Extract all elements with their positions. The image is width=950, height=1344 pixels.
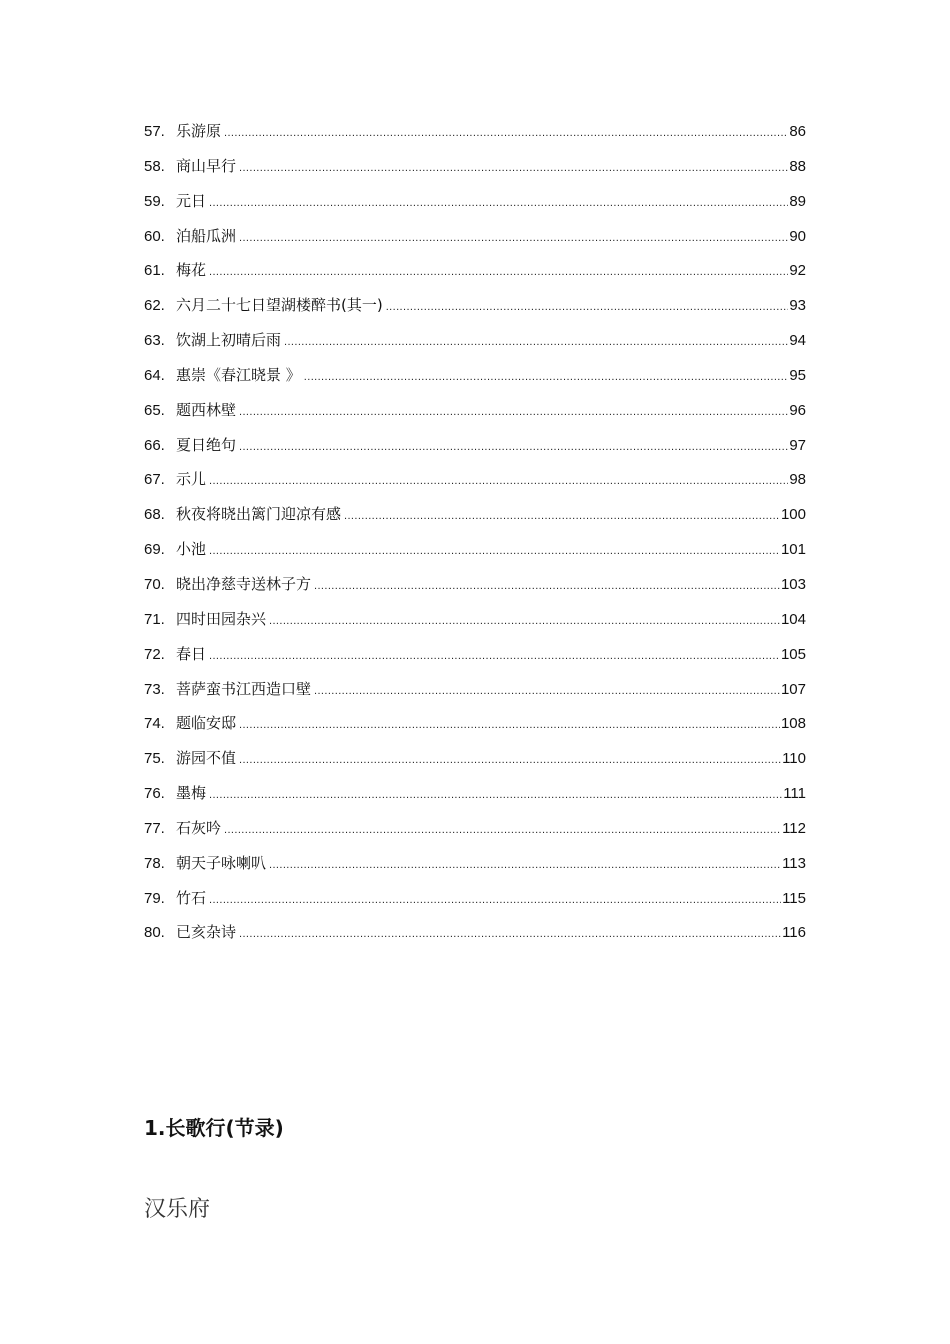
toc-entry[interactable] [144,428,806,463]
toc-entry[interactable] [144,219,806,254]
toc-entry-page: 111 [783,785,806,803]
toc-entry[interactable] [144,637,806,672]
toc-entry-title: 石灰吟 [176,818,222,837]
toc-entry-number: 62. [144,297,165,315]
toc-entry[interactable] [144,672,806,707]
toc-entry-number: 78. [144,854,165,872]
toc-dot-leader [239,917,781,952]
toc-dot-leader [304,360,789,395]
toc-entry-title: 四时田园杂兴 [176,609,267,628]
toc-entry[interactable] [144,532,806,567]
toc-entry-number: 61. [144,262,165,280]
toc-entry-number: 64. [144,366,165,384]
toc-entry-page: 96 [789,401,806,419]
toc-entry[interactable] [144,497,806,532]
toc-entry[interactable] [144,881,806,916]
toc-entry-title: 春日 [176,644,207,663]
toc-entry[interactable] [144,741,806,776]
toc-dot-leader [209,255,788,290]
toc-dot-leader [269,848,781,883]
toc-entry[interactable] [144,846,806,881]
toc-entry-number: 63. [144,332,165,350]
toc-entry-page: 90 [789,227,806,245]
toc-dot-leader [239,221,788,256]
toc-entry-page: 92 [789,262,806,280]
toc-entry-page: 108 [780,715,806,733]
toc-entry-title: 饮湖上初晴后雨 [176,331,282,350]
toc-entry-number: 76. [144,785,165,803]
toc-entry-page: 88 [789,157,806,175]
toc-entry[interactable] [144,149,806,184]
toc-entry[interactable] [144,184,806,219]
toc-dot-leader [239,708,780,743]
toc-dot-leader [209,778,782,813]
toc-entry[interactable] [144,776,806,811]
toc-entry-title: 六月二十七日望湖楼醉书(其一) [176,296,383,315]
toc-entry-page: 104 [780,610,806,628]
toc-entry[interactable] [144,114,806,149]
toc-entry-page: 97 [789,436,806,454]
toc-entry-title: 乐游原 [176,122,222,140]
toc-dot-leader [386,290,789,325]
toc-dot-leader [284,325,788,360]
toc-entry-number: 72. [144,645,165,663]
toc-entry-title: 小池 [176,540,207,559]
toc-entry-title: 游园不值 [176,749,237,768]
toc-dot-leader [209,534,780,569]
toc-entry-page: 101 [780,541,806,559]
toc-entry-title: 夏日绝句 [176,435,237,454]
toc-entry-page: 89 [789,192,806,210]
toc-entry-title: 朝天子咏喇叭 [176,853,267,872]
toc-dot-leader [239,430,788,465]
toc-entry-title: 题西林壁 [176,400,237,419]
toc-entry-title: 竹石 [176,888,207,907]
toc-dot-leader [344,499,780,534]
toc-entry[interactable] [144,706,806,741]
toc-entry-page: 98 [789,471,806,489]
toc-entry-number: 77. [144,819,165,837]
toc-entry-number: 75. [144,750,165,768]
toc-entry-number: 80. [144,924,165,942]
toc-entry-number: 66. [144,436,165,454]
toc-entry-number: 71. [144,610,165,628]
toc-entry-title: 墨梅 [176,784,207,803]
toc-entry-title: 商山早行 [176,156,237,175]
toc-entry-number: 65. [144,401,165,419]
toc-entry-page: 100 [780,506,806,524]
toc-entry-number: 70. [144,575,165,593]
toc-dot-leader [314,569,780,604]
toc-entry-title: 菩萨蛮书江西造口壁 [176,679,312,698]
toc-entry-page: 105 [780,645,806,663]
toc-entry-number: 74. [144,715,165,733]
toc-entry[interactable] [144,602,806,637]
toc-entry-number: 69. [144,541,165,559]
toc-entry-title: 元日 [176,191,207,210]
toc-entry[interactable] [144,811,806,846]
toc-entry-number: 68. [144,506,165,524]
toc-entry-title: 题临安邸 [176,714,237,733]
toc-entry-number: 73. [144,680,165,698]
toc-entry-page: 107 [780,680,806,698]
toc-entry-page: 110 [782,750,806,768]
toc-entry[interactable] [144,915,806,950]
toc-entry-page: 103 [780,575,806,593]
toc-entry-page: 94 [789,332,806,350]
toc-entry-page: 95 [789,366,806,384]
toc-entry-title: 泊船瓜洲 [176,226,237,245]
toc-entry-number: 58. [144,157,165,175]
toc-entry-number: 59. [144,192,165,210]
toc-dot-leader [209,883,781,918]
toc-dot-leader [314,674,780,709]
toc-entry-page: 113 [782,854,806,872]
toc-dot-leader [209,639,780,674]
toc-dot-leader [269,604,780,639]
toc-entry[interactable] [144,358,806,393]
toc-dot-leader [224,813,781,848]
toc-entry[interactable] [144,393,806,428]
toc-entry-page: 115 [782,889,806,907]
toc-entry-number: 67. [144,471,165,489]
toc-entry-title: 示儿 [176,470,207,489]
toc-dot-leader [239,151,788,186]
toc-dot-leader [209,186,788,221]
toc-entry[interactable] [144,567,806,602]
toc-entry-number: 57. [144,123,165,140]
toc-entry-number: 79. [144,889,165,907]
poem-author: 汉乐府 [144,1197,211,1222]
toc-entry[interactable] [144,323,806,358]
section-title: 1.长歌行(节录) [144,1116,284,1140]
toc-entry-page: 93 [789,297,806,315]
toc-entry-title: 晓出净慈寺送林子方 [176,574,312,593]
toc-entry-page: 86 [789,123,806,140]
toc-entry-page: 112 [782,819,806,837]
toc-dot-leader [224,116,788,151]
toc-entry[interactable] [144,462,806,497]
table-of-contents [144,114,806,950]
toc-dot-leader [239,395,788,430]
toc-entry-title: 秋夜将晓出篱门迎凉有感 [176,505,342,524]
toc-entry-title: 梅花 [176,261,207,280]
toc-dot-leader [239,743,781,778]
toc-entry[interactable] [144,253,806,288]
toc-entry-title: 已亥杂诗 [176,923,237,942]
toc-dot-leader [209,464,788,499]
toc-entry-number: 60. [144,227,165,245]
toc-entry-title: 惠崇《春江晓景 》 [176,365,301,384]
toc-entry[interactable] [144,288,806,323]
toc-entry-page: 116 [782,924,806,942]
